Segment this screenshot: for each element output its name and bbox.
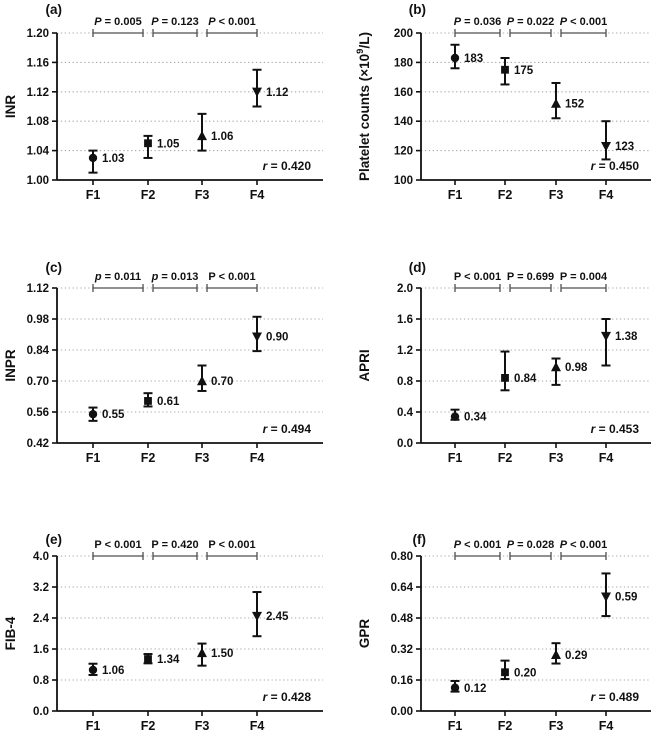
chart-a bbox=[0, 0, 326, 215]
y-tick-label: 1.6 bbox=[33, 644, 49, 656]
data-point-F2 bbox=[501, 374, 509, 382]
y-tick-label: 0.8 bbox=[397, 376, 413, 388]
x-tick-label: F4 bbox=[598, 451, 614, 465]
data-point-F3 bbox=[197, 131, 207, 140]
point-value-label: 0.59 bbox=[615, 591, 638, 604]
y-tick-label: 1.12 bbox=[26, 283, 49, 295]
point-value-label: 1.12 bbox=[266, 86, 289, 99]
chart-c bbox=[0, 250, 326, 472]
data-point-F2 bbox=[501, 668, 509, 676]
correlation-label: r = 0.420 bbox=[262, 159, 311, 173]
point-value-label: 0.84 bbox=[514, 372, 537, 385]
correlation-label: r = 0.494 bbox=[262, 422, 311, 436]
y-axis-title: APRI bbox=[357, 349, 372, 382]
point-value-label: 1.38 bbox=[615, 331, 638, 344]
y-axis-title: Platelet counts $(\times 10^9/L)$ bbox=[355, 32, 372, 181]
panel-d bbox=[327, 250, 653, 477]
y-tick-label: 160 bbox=[393, 86, 413, 99]
y-tick-label: 100 bbox=[393, 175, 413, 187]
panel-c bbox=[0, 250, 326, 477]
y-tick-label: 0.56 bbox=[26, 407, 49, 419]
x-tick-label: F2 bbox=[140, 719, 156, 733]
panel-letter: (c) bbox=[45, 260, 62, 275]
panel-letter: (a) bbox=[45, 2, 62, 17]
point-value-label: 152 bbox=[565, 98, 585, 111]
panel-f bbox=[327, 496, 653, 738]
point-value-label: 0.90 bbox=[266, 331, 289, 344]
x-tick-label: F3 bbox=[548, 188, 564, 202]
point-value-label: 1.05 bbox=[157, 138, 180, 151]
y-tick-label: 0.0 bbox=[33, 706, 49, 718]
y-tick-label: 0.84 bbox=[26, 345, 49, 357]
chart-f bbox=[327, 496, 653, 733]
p-value-label: P < 0.001 bbox=[559, 539, 608, 551]
point-value-label: 1.34 bbox=[157, 654, 180, 667]
y-tick-label: 1.16 bbox=[26, 57, 49, 70]
y-tick-label: 0.98 bbox=[26, 314, 49, 326]
panel-b bbox=[327, 0, 653, 220]
p-value-label: P = 0.036 bbox=[453, 16, 502, 28]
y-tick-label: 3.2 bbox=[33, 582, 49, 594]
data-point-F2 bbox=[144, 397, 152, 405]
p-value-label: P = 0.699 bbox=[506, 271, 555, 283]
data-point-F2 bbox=[144, 655, 152, 663]
data-point-F4 bbox=[601, 142, 611, 151]
x-tick-label: F1 bbox=[85, 719, 101, 733]
panel-letter: (d) bbox=[408, 260, 426, 275]
p-value-label: P < 0.001 bbox=[453, 271, 502, 283]
p-value-label: P = 0.022 bbox=[506, 16, 555, 28]
x-tick-label: F1 bbox=[85, 188, 101, 202]
point-value-label: 1.06 bbox=[211, 130, 234, 143]
y-axis-title: INPR bbox=[3, 349, 18, 382]
point-value-label: 183 bbox=[464, 52, 484, 65]
y-tick-label: 0.42 bbox=[26, 438, 49, 450]
y-tick-label: 180 bbox=[393, 57, 413, 70]
p-value-label: P < 0.001 bbox=[208, 271, 256, 283]
panel-letter: (f) bbox=[412, 532, 426, 547]
p-value-label: p = 0.013 bbox=[151, 271, 199, 283]
y-tick-label: 0.4 bbox=[397, 407, 413, 419]
x-tick-label: F4 bbox=[249, 719, 265, 733]
y-tick-label: 0.80 bbox=[390, 551, 413, 563]
x-tick-label: F2 bbox=[140, 188, 156, 202]
y-tick-label: 0.64 bbox=[390, 582, 413, 594]
x-tick-label: F1 bbox=[447, 451, 463, 465]
data-point-F4 bbox=[601, 592, 611, 601]
y-tick-label: 2.0 bbox=[397, 283, 413, 295]
x-tick-label: F2 bbox=[140, 451, 156, 465]
point-value-label: 0.20 bbox=[514, 667, 537, 680]
data-point-F1 bbox=[451, 54, 459, 62]
y-tick-label: 1.04 bbox=[26, 145, 49, 158]
data-point-F1 bbox=[451, 412, 459, 420]
y-tick-label: 1.20 bbox=[26, 28, 49, 40]
data-point-F3 bbox=[551, 362, 561, 371]
panel-e bbox=[0, 496, 326, 738]
x-tick-label: F4 bbox=[598, 719, 614, 733]
y-tick-label: 4.0 bbox=[33, 551, 49, 563]
y-tick-label: 1.2 bbox=[397, 345, 413, 357]
x-tick-label: F1 bbox=[447, 188, 463, 202]
x-tick-label: F3 bbox=[194, 451, 210, 465]
point-value-label: 1.06 bbox=[102, 664, 125, 677]
point-value-label: 0.29 bbox=[565, 649, 588, 662]
y-tick-label: 140 bbox=[393, 116, 413, 129]
x-tick-label: F1 bbox=[85, 451, 101, 465]
x-tick-label: F3 bbox=[194, 719, 210, 733]
y-tick-label: 0.8 bbox=[33, 675, 49, 687]
x-tick-label: F1 bbox=[447, 719, 463, 733]
y-tick-label: 0.00 bbox=[390, 706, 413, 718]
p-value-label: P = 0.028 bbox=[506, 539, 555, 551]
point-value-label: 0.55 bbox=[102, 409, 125, 422]
y-tick-label: 2.4 bbox=[33, 613, 49, 625]
p-value-label: P < 0.001 bbox=[559, 16, 608, 28]
x-tick-label: F4 bbox=[249, 451, 265, 465]
data-point-F1 bbox=[89, 666, 97, 674]
data-point-F4 bbox=[252, 612, 262, 621]
y-tick-label: 200 bbox=[393, 28, 413, 40]
data-point-F3 bbox=[551, 650, 561, 659]
point-value-label: 0.34 bbox=[464, 411, 487, 424]
x-tick-label: F4 bbox=[249, 188, 265, 202]
point-value-label: 0.98 bbox=[565, 362, 588, 375]
chart-d bbox=[327, 250, 653, 472]
data-point-F1 bbox=[451, 684, 459, 692]
data-point-F4 bbox=[252, 333, 262, 342]
y-axis-title: INR bbox=[3, 94, 18, 119]
data-point-F1 bbox=[89, 410, 97, 418]
y-tick-label: 1.00 bbox=[26, 175, 49, 187]
point-value-label: 0.12 bbox=[464, 682, 487, 695]
data-point-F1 bbox=[89, 154, 97, 162]
p-value-label: P < 0.001 bbox=[208, 16, 256, 28]
data-point-F2 bbox=[144, 139, 152, 147]
y-tick-label: 0.48 bbox=[390, 613, 413, 625]
panel-a bbox=[0, 0, 326, 220]
p-value-label: P = 0.005 bbox=[94, 16, 142, 28]
y-tick-label: 0.0 bbox=[397, 438, 413, 450]
point-value-label: 1.03 bbox=[102, 152, 125, 165]
x-tick-label: F2 bbox=[497, 188, 513, 202]
y-tick-label: 0.70 bbox=[26, 376, 49, 388]
p-value-label: p = 0.011 bbox=[94, 271, 142, 283]
panel-letter: (b) bbox=[408, 2, 426, 17]
p-value-label: P < 0.001 bbox=[94, 539, 142, 551]
x-tick-label: F3 bbox=[548, 451, 564, 465]
y-tick-label: 1.6 bbox=[397, 314, 413, 326]
p-value-label: P = 0.420 bbox=[151, 539, 199, 551]
data-point-F4 bbox=[601, 332, 611, 341]
point-value-label: 2.45 bbox=[266, 611, 289, 624]
x-tick-label: F2 bbox=[497, 451, 513, 465]
y-tick-label: 0.32 bbox=[390, 644, 413, 656]
chart-e bbox=[0, 496, 326, 733]
point-value-label: 175 bbox=[514, 64, 534, 77]
point-value-label: 0.70 bbox=[211, 376, 234, 388]
correlation-label: r = 0.450 bbox=[590, 159, 639, 173]
x-tick-label: F3 bbox=[548, 719, 564, 733]
x-tick-label: F3 bbox=[194, 188, 210, 202]
data-point-F2 bbox=[501, 66, 509, 74]
y-tick-label: 0.16 bbox=[390, 675, 413, 687]
p-value-label: P = 0.123 bbox=[151, 16, 199, 28]
y-tick-label: 120 bbox=[393, 145, 413, 158]
correlation-label: r = 0.428 bbox=[262, 690, 311, 704]
p-value-label: P < 0.001 bbox=[453, 539, 502, 551]
p-value-label: P = 0.004 bbox=[559, 271, 608, 283]
data-point-F3 bbox=[551, 98, 561, 107]
y-tick-label: 1.08 bbox=[26, 116, 49, 129]
p-value-label: P < 0.001 bbox=[208, 539, 256, 551]
correlation-label: r = 0.453 bbox=[590, 422, 639, 436]
x-tick-label: F2 bbox=[497, 719, 513, 733]
x-tick-label: F4 bbox=[598, 188, 614, 202]
point-value-label: 0.61 bbox=[157, 395, 180, 408]
point-value-label: 1.50 bbox=[211, 647, 234, 660]
y-axis-title: GPR bbox=[357, 618, 372, 649]
point-value-label: 123 bbox=[615, 141, 635, 154]
correlation-label: r = 0.489 bbox=[590, 690, 639, 704]
panel-letter: (e) bbox=[45, 532, 62, 547]
y-tick-label: 1.12 bbox=[26, 86, 49, 99]
y-axis-title: FIB-4 bbox=[3, 616, 18, 651]
chart-b bbox=[327, 0, 653, 215]
